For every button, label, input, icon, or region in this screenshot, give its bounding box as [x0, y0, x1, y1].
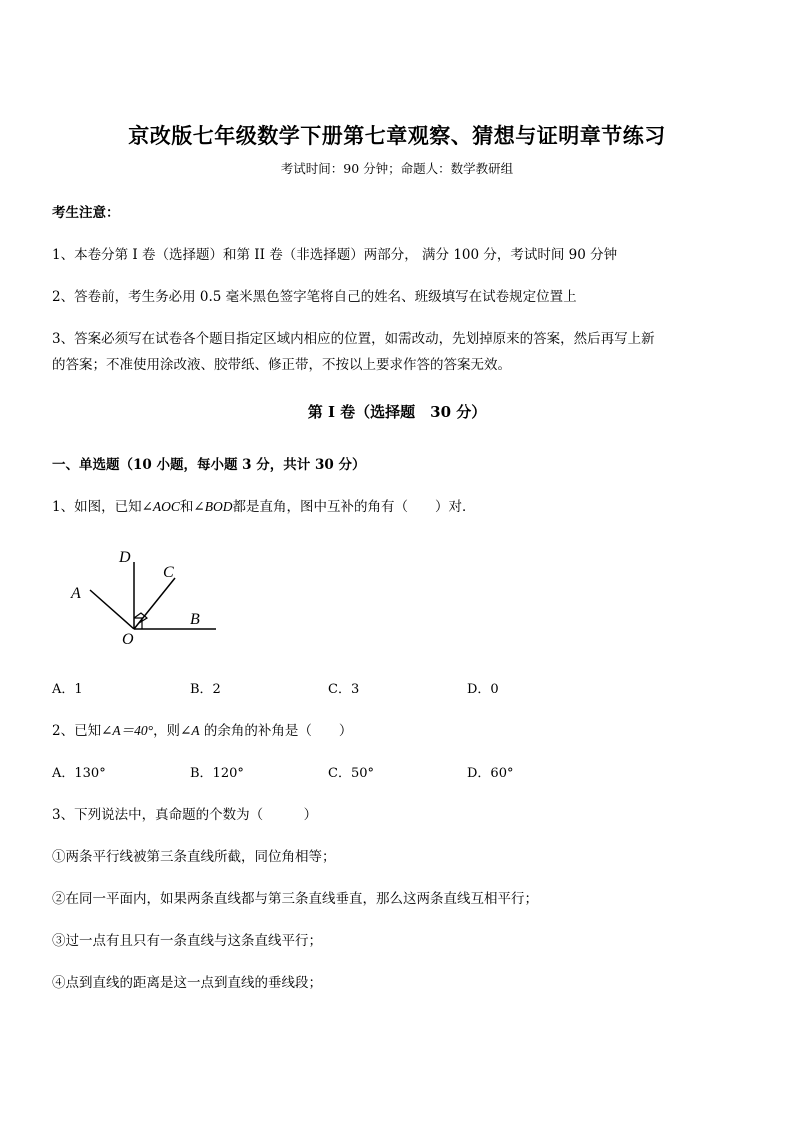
question-1-stem	[52, 495, 475, 515]
notice-item-3: 3、答案必须写在试卷各个题目指定区域内相应的位置，如需改动，先划掉原来的答案，然后再写上新	[52, 331, 655, 347]
q1-mid: 和	[179, 499, 194, 515]
ray-oa	[90, 590, 134, 629]
label-a: A	[71, 585, 81, 602]
q1-option-a[interactable]: A．1	[52, 682, 83, 697]
q2-prefix: 2、已知	[52, 723, 102, 739]
exam-title: 京改版七年级数学下册第七章观察、猜想与证明章节练习	[128, 123, 666, 148]
section-title: 第 I 卷（选择题 30 分）	[307, 403, 487, 421]
q3-statement-4: ④点到直线的距离是这一点到直线的垂线段；	[52, 975, 322, 991]
q2-option-a[interactable]: A．130°	[52, 766, 106, 781]
q2-mid: ，则	[153, 723, 181, 739]
q2-option-d[interactable]: D．60°	[467, 766, 514, 781]
label-b: B	[190, 611, 200, 628]
notice-item-1: 1、本卷分第 I 卷（选择题）和第 II 卷（非选择题）两部分， 满分 100 分，考试时间 90 分钟	[52, 247, 618, 263]
q1-prefix: 1、如图，已知	[52, 499, 142, 515]
q2-option-b[interactable]: B．120°	[190, 766, 244, 781]
q1-option-d[interactable]: D．0	[467, 682, 499, 697]
question-2-stem	[52, 719, 352, 739]
q2-expr: ∠A＝40°	[101, 723, 154, 738]
q3-statement-2: ②在同一平面内，如果两条直线都与第三条直线垂直，那么这两条直线互相平行；	[52, 891, 538, 907]
q2-option-c[interactable]: C．50°	[328, 766, 374, 781]
q2-suffix: 的余角的补角是（ ）	[199, 723, 353, 739]
q1-figure	[60, 540, 240, 650]
notice-item-3-continued: 的答案；不准使用涂改液、胶带纸、修正带，不按以上要求作答的答案无效。	[52, 357, 511, 373]
q1-angle-aoc: ∠AOC	[141, 499, 180, 514]
q1-suffix: 都是直角，图中互补的角有（ ）对．	[232, 499, 476, 515]
ray-oc	[134, 578, 175, 629]
q1-angle-bod: ∠BOD	[193, 499, 233, 514]
question-3-stem: 3、下列说法中，真命题的个数为（ ）	[52, 807, 318, 823]
label-d: D	[119, 549, 131, 566]
part-heading: 一、单选题（10 小题，每小题 3 分，共计 30 分）	[52, 457, 366, 473]
q3-statement-3: ③过一点有且只有一条直线与这条直线平行；	[52, 933, 322, 949]
label-o: O	[122, 631, 134, 648]
q1-option-c[interactable]: C．3	[328, 682, 360, 697]
notice-heading: 考生注意：	[52, 205, 120, 221]
label-c: C	[163, 564, 174, 581]
exam-subtitle: 考试时间：90 分钟；命题人：数学教研组	[280, 161, 514, 176]
q2-expr2: ∠A	[180, 723, 200, 738]
q3-statement-1: ①两条平行线被第三条直线所截，同位角相等；	[52, 849, 336, 865]
notice-item-2: 2、答卷前，考生务必用 0.5 毫米黑色签字笔将自己的姓名、班级填写在试卷规定位置上	[52, 289, 577, 305]
q1-option-b[interactable]: B．2	[190, 682, 221, 697]
